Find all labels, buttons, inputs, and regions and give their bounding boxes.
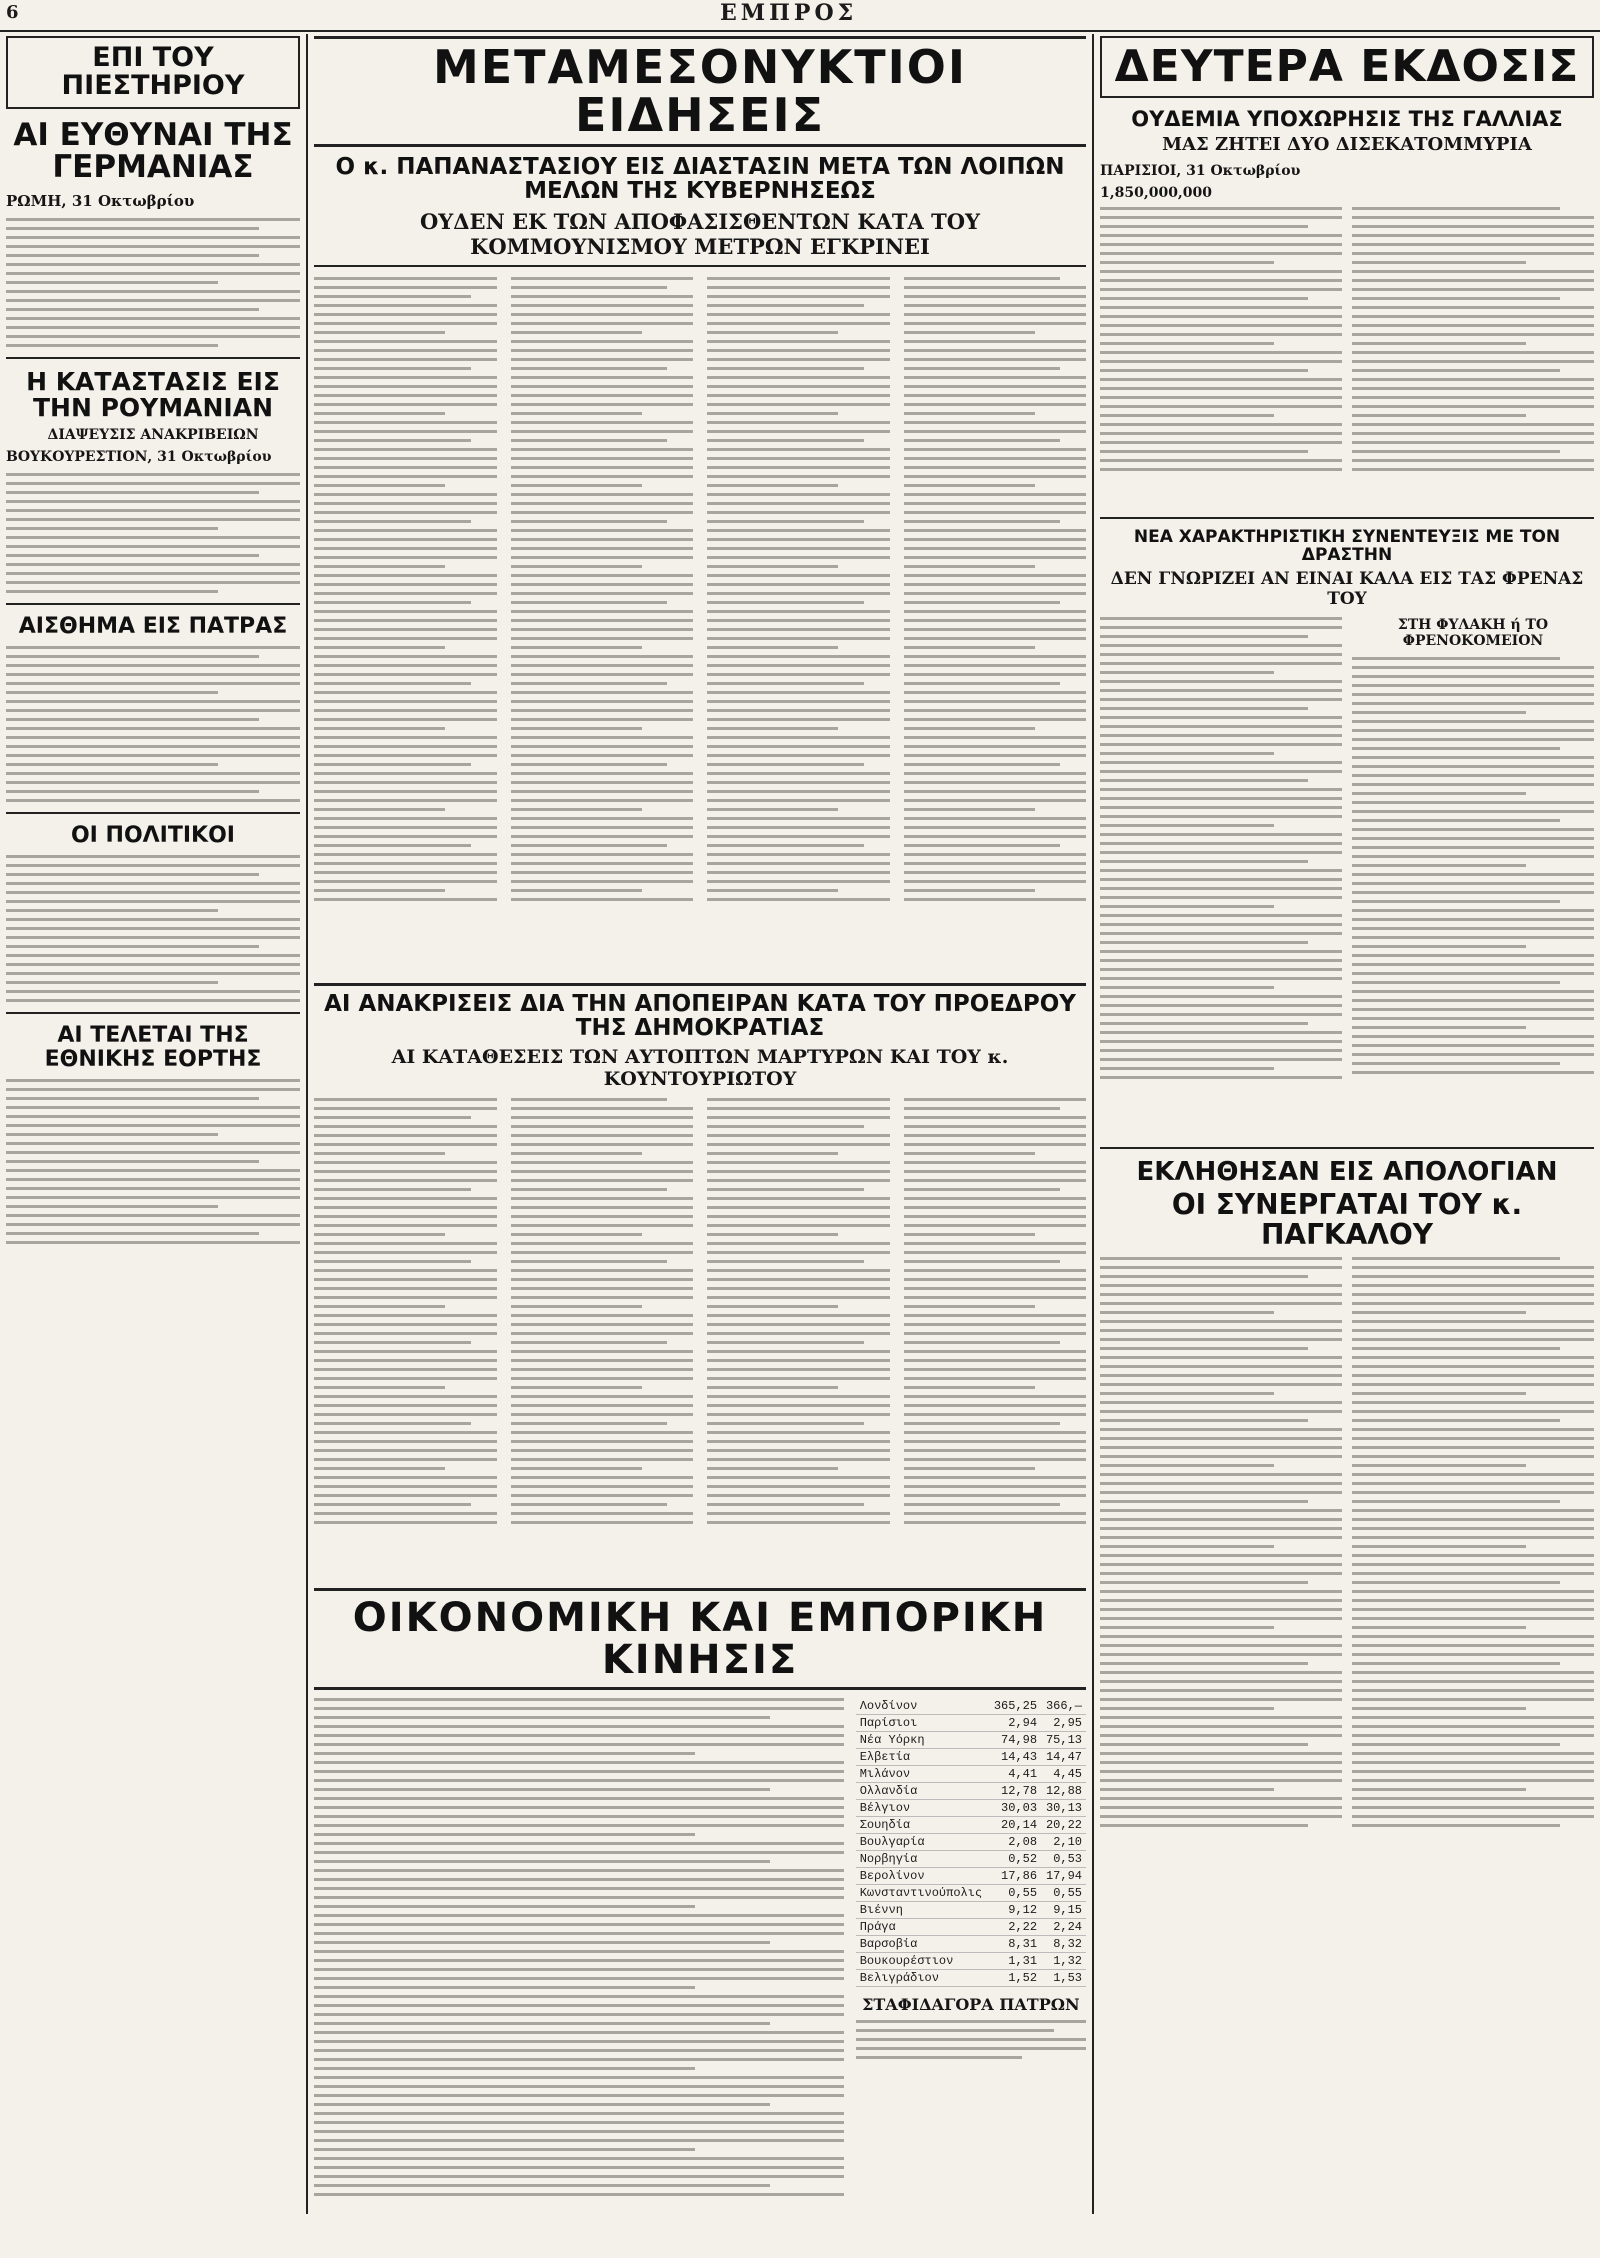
exchange-rate-value: 20,22	[1041, 1817, 1086, 1834]
exchange-rate-row	[856, 1936, 1086, 1953]
center-banner: ΜΕΤΑΜΕΣΟΝΥΚΤΙΟΙ ΕΙΔΗΣΕΙΣ	[432, 40, 968, 143]
second-story-body	[314, 1098, 1086, 1578]
column-rule	[306, 34, 308, 2214]
exchange-rate-value: 17,94	[1041, 1868, 1086, 1885]
right-banner: ΔΕΥΤΕΡΑ ΕΚΔΟΣΙΣ	[1114, 41, 1580, 92]
exchange-rate-value: 20,14	[989, 1817, 1041, 1834]
exchange-rate-row	[856, 1902, 1086, 1919]
exchange-rate-city: Βερολίνον	[856, 1868, 989, 1885]
exchange-rate-value: 2,10	[1041, 1834, 1086, 1851]
section-header: ΕΠΙ ΤΟΥ ΠΙΕΣΤΗΡΙΟΥ	[61, 42, 245, 102]
story-body	[1100, 207, 1594, 507]
banner-box	[314, 36, 1086, 147]
exchange-rates-box	[856, 1698, 1086, 2258]
story-byline: ΒΟΥΚΟΥΡΕΣΤΙΟΝ, 31 Οκτωβρίου	[6, 449, 272, 466]
story-headline: ΑΙ ΕΥΘΥΝΑΙ ΤΗΣ ΓΕΡΜΑΝΙΑΣ	[13, 116, 293, 186]
exchange-rate-city: Μιλάνον	[856, 1766, 989, 1783]
divider	[6, 357, 300, 359]
exchange-rate-value: 14,47	[1041, 1749, 1086, 1766]
exchange-rate-row	[856, 1749, 1086, 1766]
story-body	[6, 473, 300, 593]
exchange-rate-value: 4,41	[989, 1766, 1041, 1783]
exchange-rate-value: 4,45	[1041, 1766, 1086, 1783]
top-story-deck: ΟΥΔΕΝ ΕΚ ΤΩΝ ΑΠΟΦΑΣΙΣΘΕΝΤΩΝ ΚΑΤΑ ΤΟΥ ΚΟΜΜΟΥΝΙΣΜΟΥ ΜΕΤΡΩΝ ΕΓΚΡΙΝΕΙ	[314, 209, 1086, 267]
story-body	[6, 218, 300, 347]
right-banner-box	[1100, 36, 1594, 98]
exchange-rate-value: 0,53	[1041, 1851, 1086, 1868]
market-banner-box	[314, 1588, 1086, 1690]
story-deck: ΟΙ ΣΥΝΕΡΓΑΤΑΙ ΤΟΥ κ. ΠΑΓΚΑΛΟΥ	[1171, 1188, 1523, 1251]
exchange-rate-value: 1,31	[989, 1953, 1041, 1970]
column-rule	[1092, 34, 1094, 2214]
exchange-rate-value: 9,15	[1041, 1902, 1086, 1919]
exchange-rate-row	[856, 1970, 1086, 1987]
exchange-rate-row	[856, 1800, 1086, 1817]
exchange-rate-city: Βουλγαρία	[856, 1834, 989, 1851]
divider	[1100, 1147, 1594, 1149]
exchange-rate-value: 2,94	[989, 1715, 1041, 1732]
exchange-rate-city: Κωνσταντινούπολις	[856, 1885, 989, 1902]
exchange-rate-city: Βιέννη	[856, 1902, 989, 1919]
exchange-rate-row	[856, 1817, 1086, 1834]
story-headline: ΑΙΣΘΗΜΑ ΕΙΣ ΠΑΤΡΑΣ	[18, 614, 288, 640]
exchange-rate-value: 12,88	[1041, 1783, 1086, 1800]
exchange-rate-city: Νορβηγία	[856, 1851, 989, 1868]
center-columns	[314, 36, 1086, 2258]
story-byline: ΠΑΡΙΣΙΟΙ, 31 Οκτωβρίου	[1100, 163, 1301, 180]
exchange-rate-value: 14,43	[989, 1749, 1041, 1766]
market-banner: ΟΙΚΟΝΟΜΙΚΗ ΚΑΙ ΕΜΠΟΡΙΚΗ ΚΙΝΗΣΙΣ	[352, 1595, 1048, 1684]
market-report-text	[314, 1698, 844, 2258]
story-deck: ΔΕΝ ΓΝΩΡΙΖΕΙ ΑΝ ΕΙΝΑΙ ΚΑΛΑ ΕΙΣ ΤΑΣ ΦΡΕΝΑΣ ΤΟΥ	[1110, 568, 1584, 609]
exchange-rate-value: 17,86	[989, 1868, 1041, 1885]
divider	[6, 603, 300, 605]
exchange-rate-city: Σουηδία	[856, 1817, 989, 1834]
exchange-rate-row	[856, 1885, 1086, 1902]
story-headline: ΕΚΛΗΘΗΣΑΝ ΕΙΣ ΑΠΟΛΟΓΙΑΝ	[1136, 1156, 1558, 1187]
newspaper-name: ΕΜΠΡΟΣ	[720, 0, 858, 26]
story-body	[1100, 1257, 1594, 1897]
masthead	[0, 0, 1600, 32]
second-story	[314, 983, 1086, 1578]
story-deck: ΜΑΣ ΖΗΤΕΙ ΔΥΟ ΔΙΣΕΚΑΤΟΜΜΥΡΙΑ	[1162, 134, 1532, 156]
exchange-rate-value: 8,32	[1041, 1936, 1086, 1953]
story-headline: ΟΙ ΠΟΛΙΤΙΚΟΙ	[70, 823, 235, 849]
exchange-rate-value: 30,03	[989, 1800, 1041, 1817]
exchange-rate-row	[856, 1732, 1086, 1749]
divider	[6, 1012, 300, 1014]
story-body	[6, 1079, 300, 1244]
market-footer-text	[856, 2020, 1086, 2059]
top-story-headline: Ο κ. ΠΑΠΑΝΑΣΤΑΣΙΟΥ ΕΙΣ ΔΙΑΣΤΑΣΙΝ ΜΕΤΑ ΤΩΝ ΛΟΙΠΩΝ ΜΕΛΩΝ ΤΗΣ ΚΥΒΕΡΝΗΣΕΩΣ	[335, 153, 1065, 204]
exchange-rate-city: Λονδίνον	[856, 1698, 989, 1715]
second-story-headline: ΑΙ ΑΝΑΚΡΙΣΕΙΣ ΔΙΑ ΤΗΝ ΑΠΟΠΕΙΡΑΝ ΚΑΤΑ ΤΟΥ ΠΡΟΕΔΡΟΥ ΤΗΣ ΔΗΜΟΚΡΑΤΙΑΣ	[324, 990, 1076, 1042]
divider	[6, 812, 300, 814]
exchange-rate-row	[856, 1783, 1086, 1800]
story-subhead: ΔΙΑΨΕΥΣΙΣ ΑΝΑΚΡΙΒΕΙΩΝ	[47, 427, 259, 444]
exchange-rate-row	[856, 1834, 1086, 1851]
exchange-rates-table	[856, 1698, 1086, 1987]
exchange-rate-row	[856, 1919, 1086, 1936]
exchange-rate-row	[856, 1715, 1086, 1732]
story-body	[1100, 617, 1594, 1137]
exchange-rate-city: Πράγα	[856, 1919, 989, 1936]
exchange-rate-value: 0,55	[989, 1885, 1041, 1902]
story-headline: ΝΕΑ ΧΑΡΑΚΤΗΡΙΣΤΙΚΗ ΣΥΝΕΝΤΕΥΞΙΣ ΜΕ ΤΟΝ ΔΡΑΣΤΗΝ	[1133, 527, 1561, 566]
exchange-rate-row	[856, 1868, 1086, 1885]
story-box-heading: ΣΤΗ ΦΥΛΑΚΗ ή ΤΟ ΦΡΕΝΟΚΟΜΕΙΟΝ	[1397, 616, 1549, 649]
story-headline: Η ΚΑΤΑΣΤΑΣΙΣ ΕΙΣ ΤΗΝ ΡΟΥΜΑΝΙΑΝ	[26, 366, 280, 423]
market-footer-heading: ΣΤΑΦΙΔΑΓΟΡΑ ΠΑΤΡΩΝ	[862, 1995, 1080, 2015]
exchange-rate-city: Ολλανδία	[856, 1783, 989, 1800]
exchange-rate-value: 0,52	[989, 1851, 1041, 1868]
exchange-rate-value: 365,25	[989, 1698, 1041, 1715]
exchange-rate-value: 2,95	[1041, 1715, 1086, 1732]
exchange-rate-value: 8,31	[989, 1936, 1041, 1953]
market-section	[314, 1698, 1086, 2258]
exchange-rate-city: Παρίσιοι	[856, 1715, 989, 1732]
story-body	[6, 646, 300, 802]
exchange-rate-row	[856, 1766, 1086, 1783]
story-byline: ΡΩΜΗ, 31 Οκτωβρίου	[6, 191, 195, 210]
page-number: 6	[6, 2, 19, 23]
story-headline: ΑΙ ΤΕΛΕΤΑΙ ΤΗΣ ΕΘΝΙΚΗΣ ΕΟΡΤΗΣ	[44, 1023, 262, 1072]
exchange-rate-value: 2,24	[1041, 1919, 1086, 1936]
exchange-rate-city: Βέλγιον	[856, 1800, 989, 1817]
story-figure: 1,850,000,000	[1100, 185, 1213, 202]
exchange-rate-value: 12,78	[989, 1783, 1041, 1800]
exchange-rate-city: Βελιγράδιον	[856, 1970, 989, 1987]
second-story-deck: ΑΙ ΚΑΤΑΘΕΣΕΙΣ ΤΩΝ ΑΥΤΟΠΤΩΝ ΜΑΡΤΥΡΩΝ ΚΑΙ ΤΟΥ κ. ΚΟΥΝΤΟΥΡΙΩΤΟΥ	[391, 1046, 1009, 1091]
exchange-rate-value: 2,08	[989, 1834, 1041, 1851]
right-column	[1100, 36, 1594, 1897]
divider	[1100, 517, 1594, 519]
exchange-rate-value: 75,13	[1041, 1732, 1086, 1749]
top-story-body	[314, 277, 1086, 977]
exchange-rate-row	[856, 1953, 1086, 1970]
exchange-rate-value: 0,55	[1041, 1885, 1086, 1902]
exchange-rate-city: Νέα Υόρκη	[856, 1732, 989, 1749]
exchange-rate-row	[856, 1698, 1086, 1715]
story-headline: ΟΥΔΕΜΙΑ ΥΠΟΧΩΡΗΣΙΣ ΤΗΣ ΓΑΛΛΙΑΣ	[1131, 107, 1563, 132]
exchange-rate-city: Βουκουρέστιον	[856, 1953, 989, 1970]
exchange-rate-city: Βαρσοβία	[856, 1936, 989, 1953]
exchange-rate-value: 1,32	[1041, 1953, 1086, 1970]
left-column	[6, 36, 300, 1250]
exchange-rate-value: 1,53	[1041, 1970, 1086, 1987]
story-body	[6, 855, 300, 1002]
exchange-rate-value: 1,52	[989, 1970, 1041, 1987]
exchange-rate-row	[856, 1851, 1086, 1868]
exchange-rate-value: 2,22	[989, 1919, 1041, 1936]
exchange-rate-city: Ελβετία	[856, 1749, 989, 1766]
exchange-rate-value: 366,—	[1041, 1698, 1086, 1715]
section-header-box	[6, 36, 300, 109]
exchange-rate-value: 74,98	[989, 1732, 1041, 1749]
exchange-rate-value: 9,12	[989, 1902, 1041, 1919]
exchange-rate-value: 30,13	[1041, 1800, 1086, 1817]
